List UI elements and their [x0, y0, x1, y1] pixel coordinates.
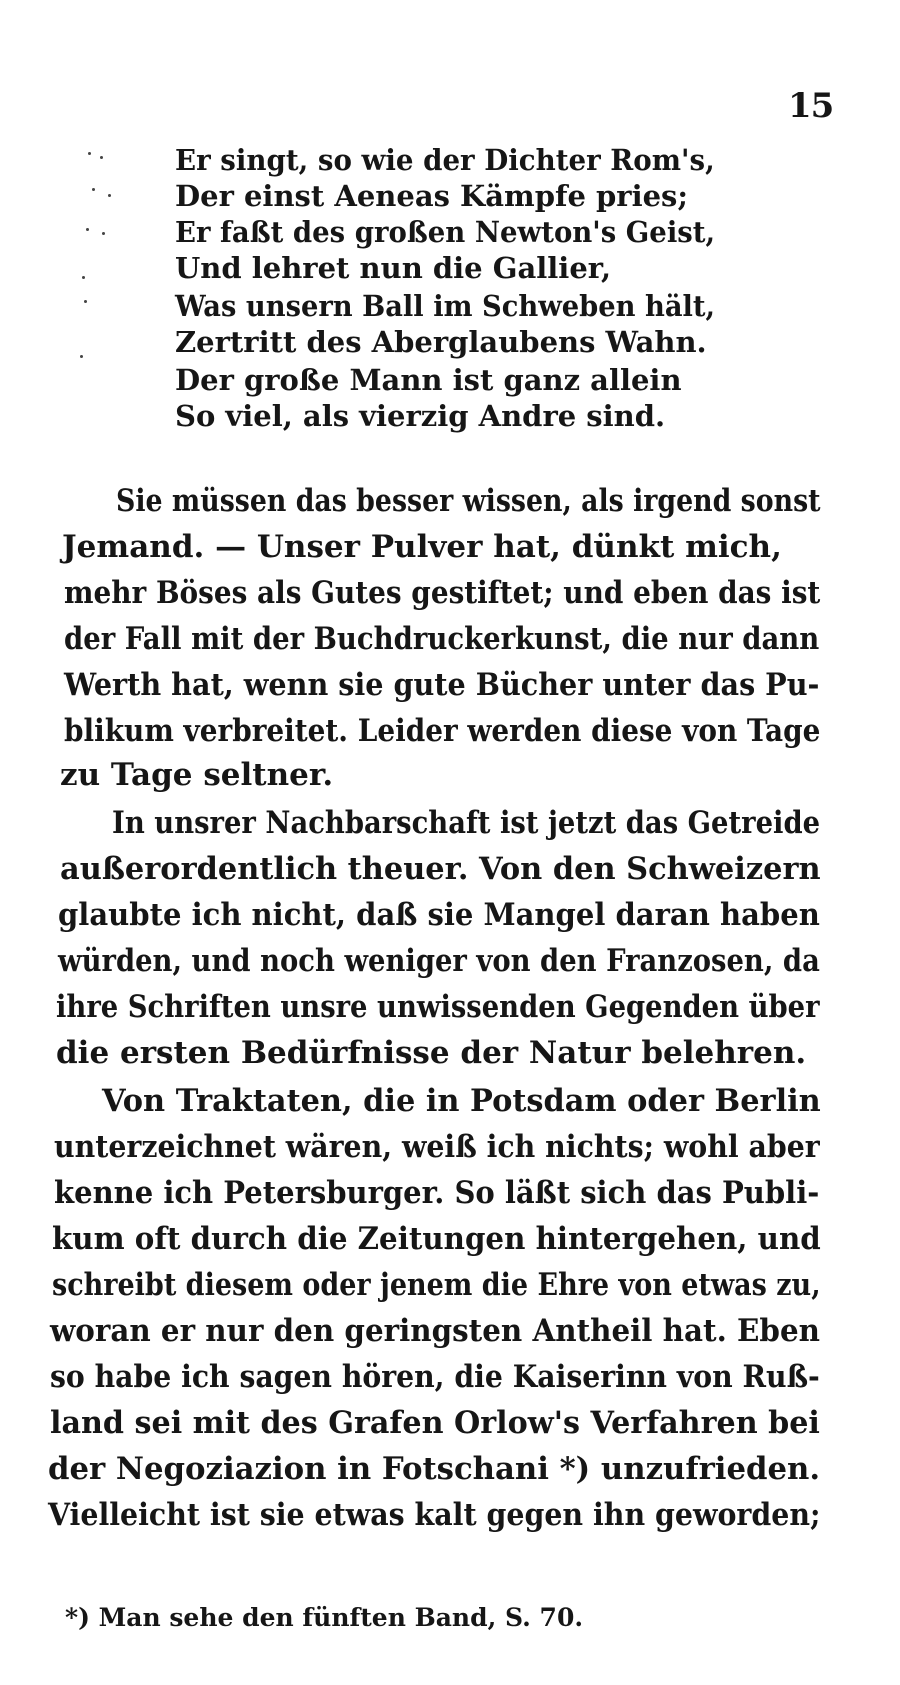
text-line: außerordentlich theuer. Von den Schweizern: [60, 851, 821, 887]
text-line: der Fall mit der Buchdruckerkunst, die nur dann: [64, 621, 820, 657]
verse-line: Er faßt des großen Newton's Geist,: [175, 215, 716, 249]
text-line: Von Traktaten, die in Potsdam oder Berlin: [102, 1083, 821, 1119]
text-line: kum oft durch die Zeitungen hintergehen, und: [52, 1221, 821, 1257]
text-line: Werth hat, wenn sie gute Bücher unter das Pu-: [64, 667, 820, 703]
page-number: 15: [788, 86, 834, 126]
footnote: *) Man sehe den fünften Band, S. 70.: [65, 1603, 584, 1632]
text-line: land sei mit des Grafen Orlow's Verfahren bei: [50, 1405, 820, 1441]
text-line: schreibt diesem oder jenem die Ehre von etwas zu,: [52, 1267, 821, 1303]
text-line: Sie müssen das besser wissen, als irgend sonst: [116, 483, 821, 519]
text-line: kenne ich Petersburger. So läßt sich das Publi-: [54, 1175, 820, 1211]
text-line: In unsrer Nachbarschaft ist jetzt das Getreide: [112, 805, 821, 841]
text-line: der Negoziazion in Fotschani *) unzufrieden.: [48, 1451, 821, 1487]
verse-line: Er singt, so wie der Dichter Rom's,: [175, 143, 715, 177]
text-line: Vielleicht ist sie etwas kalt gegen ihn geworden;: [48, 1497, 821, 1533]
margin-dots: [78, 150, 128, 410]
text-line: zu Tage seltner.: [60, 757, 334, 793]
text-line: mehr Böses als Gutes gestiftet; und eben das ist: [64, 575, 821, 611]
text-line: würden, und noch weniger von den Franzosen, da: [58, 943, 820, 979]
text-line: glaubte ich nicht, daß sie Mangel daran haben: [58, 897, 820, 933]
text-line: Jemand. — Unser Pulver hat, dünkt mich,: [62, 529, 782, 565]
text-line: so habe ich sagen hören, die Kaiserinn von Ruß-: [50, 1359, 820, 1395]
text-line: blikum verbreitet. Leider werden diese von Tage: [64, 713, 821, 749]
text-line: die ersten Bedürfnisse der Natur belehren.: [56, 1035, 807, 1071]
verse-line: Und lehret nun die Gallier,: [175, 251, 612, 285]
text-line: unterzeichnet wären, weiß ich nichts; wohl aber: [54, 1129, 820, 1165]
text-line: ihre Schriften unsre unwissenden Gegenden über: [56, 989, 820, 1025]
text-line: woran er nur den geringsten Antheil hat. Eben: [50, 1313, 820, 1349]
verse-line: Was unsern Ball im Schweben hält,: [175, 289, 716, 323]
verse-line: Der einst Aeneas Kämpfe pries;: [175, 179, 689, 213]
verse-line: Der große Mann ist ganz allein: [175, 363, 682, 397]
verse-line: Zertritt des Aberglaubens Wahn.: [175, 325, 707, 359]
verse-line: So viel, als vierzig Andre sind.: [175, 399, 666, 433]
